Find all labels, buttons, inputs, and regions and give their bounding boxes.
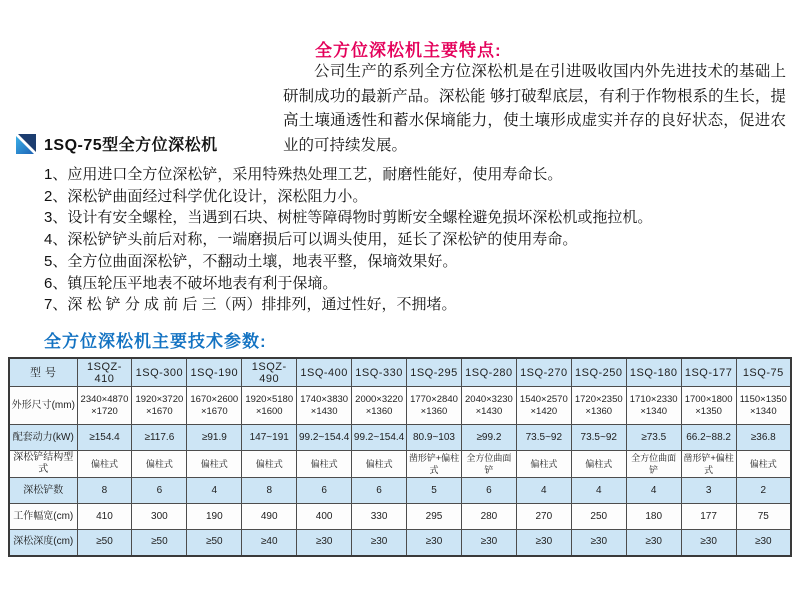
spec-cell: ≥91.9 xyxy=(187,425,242,451)
table-row xyxy=(9,478,791,504)
spec-cell: 6 xyxy=(132,478,187,504)
spec-cell: 270 xyxy=(516,504,571,530)
spec-cell: 8 xyxy=(77,478,132,504)
spec-cell: 1540×2570 ×1420 xyxy=(516,387,571,425)
spec-cell: 3 xyxy=(681,478,736,504)
spec-cell: 6 xyxy=(297,478,352,504)
spec-cell: ≥30 xyxy=(297,530,352,556)
spec-cell: ≥30 xyxy=(626,530,681,556)
spec-cell: ≥30 xyxy=(461,530,516,556)
spec-cell: 330 xyxy=(352,504,407,530)
brand-logo-icon xyxy=(16,134,36,154)
table-row xyxy=(9,387,791,425)
spec-cell: 凿形铲+偏柱式 xyxy=(681,451,736,478)
features-title: 全方位深松机主要特点: xyxy=(315,41,502,60)
spec-cell: 2000×3220 ×1360 xyxy=(352,387,407,425)
spec-cell: ≥50 xyxy=(187,530,242,556)
spec-cell: 偏柱式 xyxy=(187,451,242,478)
col-header-model: 1SQ-190 xyxy=(187,358,242,387)
intro-paragraph: 公司生产的系列全方位深松机是在引进吸收国内外先进技术的基础上研制成功的最新产品。深松能 够打破犁底层，有利于作物根系的生长，提高土壤通透性和蓄水保墒能力，使土壤形成虚实并存的良好状态，促进农业的可持续发展。 xyxy=(283,63,786,154)
spec-cell: ≥30 xyxy=(571,530,626,556)
spec-cell: 73.5~92 xyxy=(571,425,626,451)
col-header-model: 1SQ-300 xyxy=(132,358,187,387)
spec-cell: 2340×4870 ×1720 xyxy=(77,387,132,425)
row-label: 深松铲结构型式 xyxy=(9,451,77,478)
table-row xyxy=(9,425,791,451)
feature-item: 2、深松铲曲面经过科学优化设计，深松阻力小。 xyxy=(44,187,368,205)
row-label: 深松深度(cm) xyxy=(9,530,77,556)
spec-cell: 偏柱式 xyxy=(736,451,791,478)
model-heading xyxy=(16,132,218,155)
spec-cell: ≥30 xyxy=(407,530,462,556)
table-row xyxy=(9,530,791,556)
spec-cell: 1700×1800 ×1350 xyxy=(681,387,736,425)
spec-cell: 400 xyxy=(297,504,352,530)
spec-cell: 5 xyxy=(407,478,462,504)
spec-cell: 280 xyxy=(461,504,516,530)
spec-cell: ≥30 xyxy=(352,530,407,556)
spec-cell: ≥36.8 xyxy=(736,425,791,451)
spec-cell: 300 xyxy=(132,504,187,530)
spec-cell: 2 xyxy=(736,478,791,504)
spec-cell: 177 xyxy=(681,504,736,530)
spec-cell: 1710×2330 ×1340 xyxy=(626,387,681,425)
col-header-model: 1SQ-295 xyxy=(407,358,462,387)
row-label: 工作幅宽(cm) xyxy=(9,504,77,530)
spec-cell: 6 xyxy=(461,478,516,504)
spec-cell: 偏柱式 xyxy=(352,451,407,478)
feature-list xyxy=(44,164,788,316)
col-header-model: 1SQ-75 xyxy=(736,358,791,387)
spec-cell: ≥154.4 xyxy=(77,425,132,451)
col-header-label: 型 号 xyxy=(9,358,77,387)
spec-cell: 1920×3720 ×1670 xyxy=(132,387,187,425)
spec-cell: 偏柱式 xyxy=(242,451,297,478)
spec-cell: 全方位曲面铲 xyxy=(626,451,681,478)
col-header-model: 1SQZ-490 xyxy=(242,358,297,387)
spec-cell: ≥50 xyxy=(77,530,132,556)
feature-item: 5、全方位曲面深松铲，不翻动土壤，地表平整，保墒效果好。 xyxy=(44,252,458,270)
spec-cell: 2040×3230 ×1430 xyxy=(461,387,516,425)
spec-cell: ≥50 xyxy=(132,530,187,556)
feature-item: 3、设计有安全螺栓，当遇到石块、树桩等障碍物时剪断安全螺栓避免损坏深松机或拖拉机。 xyxy=(44,209,653,227)
specs-table xyxy=(8,357,792,557)
spec-cell: 4 xyxy=(626,478,681,504)
spec-cell: 8 xyxy=(242,478,297,504)
row-label: 配套动力(kW) xyxy=(9,425,77,451)
spec-cell: 1720×2350 ×1360 xyxy=(571,387,626,425)
spec-cell: 凿形铲+偏柱式 xyxy=(407,451,462,478)
spec-cell: 99.2~154.4 xyxy=(297,425,352,451)
col-header-model: 1SQ-330 xyxy=(352,358,407,387)
col-header-model: 1SQ-180 xyxy=(626,358,681,387)
spec-cell: 全方位曲面铲 xyxy=(461,451,516,478)
spec-cell: ≥30 xyxy=(736,530,791,556)
col-header-model: 1SQZ-410 xyxy=(77,358,132,387)
feature-item: 7、深 松 铲 分 成 前 后 三（两）排排列，通过性好，不拥堵。 xyxy=(44,296,457,314)
spec-cell: 偏柱式 xyxy=(132,451,187,478)
params-title: 全方位深松机主要技术参数: xyxy=(44,332,267,351)
feature-item: 1、应用进口全方位深松铲，采用特殊热处理工艺，耐磨性能好，使用寿命长。 xyxy=(44,166,563,183)
spec-cell: 1740×3830 ×1430 xyxy=(297,387,352,425)
spec-cell: 偏柱式 xyxy=(297,451,352,478)
spec-cell: 73.5~92 xyxy=(516,425,571,451)
spec-cell: 190 xyxy=(187,504,242,530)
spec-cell: 490 xyxy=(242,504,297,530)
specs-table-header-row xyxy=(9,358,791,387)
col-header-model: 1SQ-250 xyxy=(571,358,626,387)
col-header-model: 1SQ-280 xyxy=(461,358,516,387)
spec-cell: 1770×2840 ×1360 xyxy=(407,387,462,425)
row-label: 深松铲数 xyxy=(9,478,77,504)
spec-cell: 偏柱式 xyxy=(571,451,626,478)
spec-cell: 1150×1350 ×1340 xyxy=(736,387,791,425)
spec-cell: 4 xyxy=(187,478,242,504)
feature-item: 4、深松铲铲头前后对称，一端磨损后可以调头使用，延长了深松铲的使用寿命。 xyxy=(44,231,578,249)
row-label: 外形尺寸(mm) xyxy=(9,387,77,425)
spec-cell: 180 xyxy=(626,504,681,530)
spec-cell: 410 xyxy=(77,504,132,530)
spec-cell: 99.2~154.4 xyxy=(352,425,407,451)
spec-cell: ≥40 xyxy=(242,530,297,556)
spec-cell: 75 xyxy=(736,504,791,530)
spec-cell: 147~191 xyxy=(242,425,297,451)
spec-cell: 4 xyxy=(571,478,626,504)
spec-cell: ≥73.5 xyxy=(626,425,681,451)
spec-cell: 6 xyxy=(352,478,407,504)
spec-cell: 1670×2600 ×1670 xyxy=(187,387,242,425)
table-row xyxy=(9,451,791,478)
spec-cell: 偏柱式 xyxy=(516,451,571,478)
spec-cell: 80.9~103 xyxy=(407,425,462,451)
model-heading-label: 1SQ-75型全方位深松机 xyxy=(44,137,218,154)
spec-cell: 4 xyxy=(516,478,571,504)
col-header-model: 1SQ-177 xyxy=(681,358,736,387)
spec-cell: 295 xyxy=(407,504,462,530)
spec-cell: 偏柱式 xyxy=(77,451,132,478)
table-row xyxy=(9,504,791,530)
spec-cell: 66.2~88.2 xyxy=(681,425,736,451)
col-header-model: 1SQ-270 xyxy=(516,358,571,387)
col-header-model: 1SQ-400 xyxy=(297,358,352,387)
spec-cell: ≥30 xyxy=(681,530,736,556)
spec-cell: 250 xyxy=(571,504,626,530)
spec-cell: ≥30 xyxy=(516,530,571,556)
spec-cell: 1920×5180 ×1600 xyxy=(242,387,297,425)
spec-cell: ≥99.2 xyxy=(461,425,516,451)
feature-item: 6、镇压轮压平地表不破坏地表有利于保墒。 xyxy=(44,274,338,292)
spec-cell: ≥117.6 xyxy=(132,425,187,451)
